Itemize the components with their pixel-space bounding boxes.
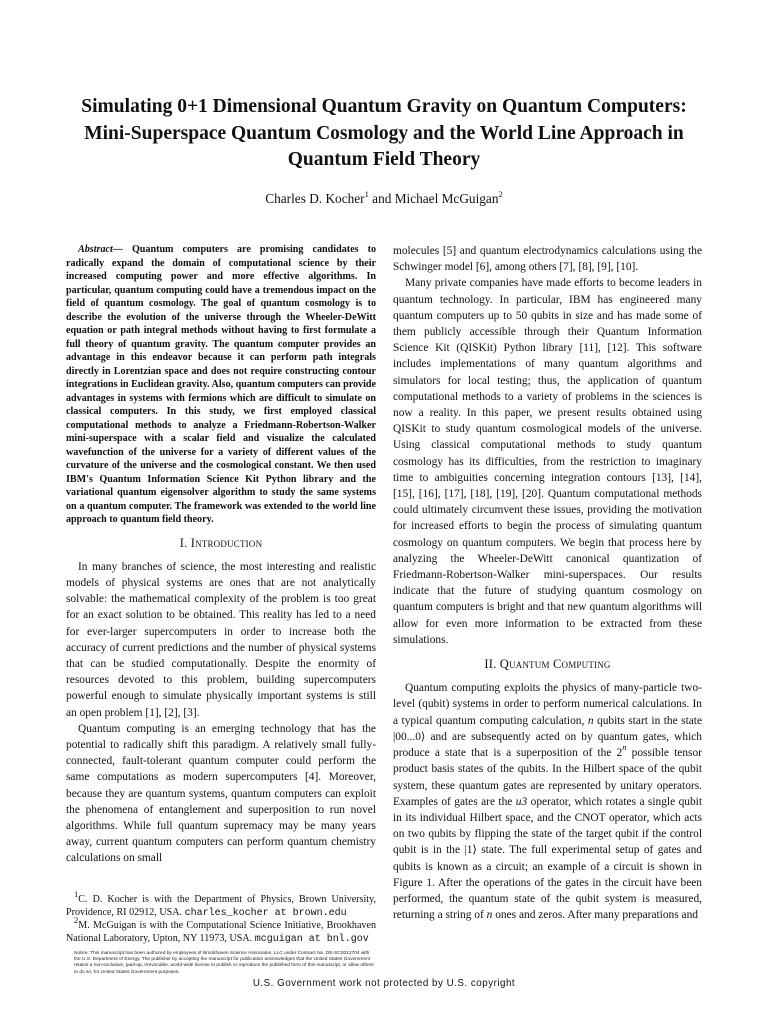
paper-title: Simulating 0+1 Dimensional Quantum Gravity on Quantum Computers: Mini-Superspace Quantum Cosmology and the World Line Approach in Quantum Field Theory (81, 96, 687, 170)
footnotes (66, 888, 376, 946)
paragraph: Quantum computing is an emerging technology that has the potential to radically shift this paradigm. A relatively small fully-connected, fault-tolerant quantum computer could perform the same computations as modern supercomputers [4]. Moreover, because they are quantum systems, quantum computers can exploit the phenomena of entanglement and superposition to run novel algorithms. While full quantum supremacy may be many years away, current quantum computers can perform quantum chemistry calculations on small (66, 722, 376, 865)
paragraph: Quantum computing exploits the physics of many-particle two-level (qubit) systems in order to perform numerical calculations. In a typical quantum computing calculation, n qubits start in the state |00...0⟩ and are subsequently acted on by quantum gates, which produce a state that is a superposition of the 2$^n$ possible tensor product basis states of the qubits. In the Hilbert space of the qubit system, these quantum gates are represented by unitary operators. Examples of gates are the u3 operator, which rotates a single qubit in its individual Hilbert space, and the CNOT operator, which acts on two qubits by flipping the state of the target qubit if the control qubit is in the |1⟩ state. The full experimental setup of gates and qubits is known as a circuit; an example of a circuit is shown in Figure 1. After the operations of the gates in the circuit have been performed, the quantum state of the qubit system is measured, returning a string of n ones and zeros. After many preparations and (393, 682, 703, 922)
footnote: $^1$C. D. Kocher is with the Department of Physics, Brown University, Providence, RI 02912, USA. charles_kocher at brown.edu (66, 888, 376, 919)
abstract-text: Quantum computers are promising candidates to radically expand the domain of computational science by their increased computing power and more effective algorithms. In particular, quantum computing could have a tremendous impact on the field of quantum cosmology. The goal of quantum cosmology is to describe the evolution of the universe through the Wheeler-DeWitt equation or path integral methods without having to first formulate a full theory of quantum gravity. The quantum computer provides an advantage in this endeavor because it can perform path integrals directly in Lorentzian space and does not require constructing contour integrations in Euclidean gravity. Also, quantum computers can provide advantages in systems with fermions which are difficult to simulate on classical computers. In this study, we first employed classical computational methods to analyze a Friedmann-Robertson-Walker mini-superspace with a scalar field and visualize the calculated wavefunction of the universe for a variety of different values of the curvature of the universe and the cosmological constant. We then used IBM's Quantum Information Science Kit Python library and the variational quantum eigensolver algorithm to study the same systems on a quantum computer. The framework was extended to the world line approach to quantum field theory. (66, 244, 376, 525)
author-conjunction: and (372, 191, 392, 206)
footnote: $^2$M. McGuigan is with the Computational Science Initiative, Brookhaven National Laboratory, Upton, NY 11973, USA. mcguigan at bnl.gov (66, 914, 376, 945)
doe-notice: Notice: This manuscript has been authored by employees of Brookhaven Science Associates, LLC under Contract No. DE-SC0012704 with the U.S. Department of Energy. The publisher by accepting the manuscript for publication acknowledges that the United States Government retains a non-exclusive, paid-up, irrevocable, world-wide license to publish or reproduce the published form of this manuscript, or allow others to do so, for United States Government purposes. (74, 951, 374, 975)
author-affil-mark: 1 (364, 188, 369, 199)
author-name: Charles D. Kocher (265, 191, 365, 206)
email-address: charles_kocher at brown.edu (184, 907, 347, 919)
author-line (60, 190, 708, 208)
author-affil-mark: 2 (498, 188, 503, 199)
copyright-notice: U.S. Government work not protected by U.S. copyright (252, 978, 516, 989)
author-name: Michael McGuigan (394, 191, 499, 206)
paragraph: In many branches of science, the most interesting and realistic models of physical systems are ones that are not analytically solvable: the mathematical complexity of the problem is too great for an exact solution to be obtained. This reality has led to a need for ever-larger supercomputers in order to increase both the accuracy of current predictions and the number of physical systems that can be studied computationally. Despite the enormity of resources devoted to this problem, building supercomputers powerful enough to simulate physically important systems is still an open problem [1], [2], [3]. (66, 560, 376, 719)
right-column (393, 243, 702, 923)
section-heading-quantum-computing: II. Quantum Computing (484, 657, 611, 672)
abstract: Abstract— Quantum computers are promising candidates to radically expand the domain of computational science by their increased computing power and more effective algorithms. In particular, quantum computing could have a tremendous impact on the field of quantum cosmology. The goal of quantum cosmology is to describe the evolution of the universe through the Wheeler-DeWitt equation or path integral methods without having to first formulate a full theory of quantum gravity. The quantum computer provides an advantage in this endeavor because it can perform path integrals directly in Lorentzian space and does not require constructing contour integrations in Euclidean gravity. Also, quantum computers can provide advantages in systems with fermions which are difficult to simulate on classical computers. In this study, we first employed classical computational methods to analyze a Friedmann-Robertson-Walker mini-superspace with a scalar field and visualize the calculated wavefunction of the universe for a variety of different values of the curvature of the universe and the cosmological constant. We then used IBM's Quantum Information Science Kit Python library and the variational quantum eigensolver algorithm to study the same systems on a quantum computer. The framework was extended to the world line approach to quantum field theory. (66, 244, 376, 525)
left-column (66, 243, 376, 867)
abstract-label: Abstract (78, 244, 113, 255)
section-heading-introduction: I. Introduction (179, 535, 263, 550)
email-address: mcguigan at bnl.gov (254, 933, 369, 945)
paragraph: Many private companies have made efforts to become leaders in quantum technology. In particular, IBM has engineered many quantum computers up to 50 qubits in size and has made some of them publicly accessible through their Quantum Information Science Kit (QISKit) Python library [11], [12]. This software includes implementations of many quantum algorithms and simulators for local testing; thus, the application of quantum computational methods to a variety of problems in the sciences is now a reality. In this paper, we present results obtained using QISKit to study quantum cosmological models of the universe. Using classical computational methods to study quantum cosmology has its difficulties, from the restriction to imaginary time to ambiguities concerning integration contours [13], [14], [15], [16], [17], [18], [19], [20]. Quantum computational methods could ultimately circumvent these issues, providing the motivation for increased efforts to begin the process of simulating quantum cosmology on quantum computers. We begin that process here by analyzing the Wheeler-DeWitt canonical quantization of Friedmann-Robertson-Walker mini-superspaces. Our results indicate that the future of studying quantum cosmology on quantum computers is bright and that new quantum algorithms will allow for even more information to be extracted from these simulations. (393, 277, 702, 646)
paragraph: molecules [5] and quantum electrodynamics calculations using the Schwinger model [6], among others [7], [8], [9], [10]. (393, 245, 702, 274)
